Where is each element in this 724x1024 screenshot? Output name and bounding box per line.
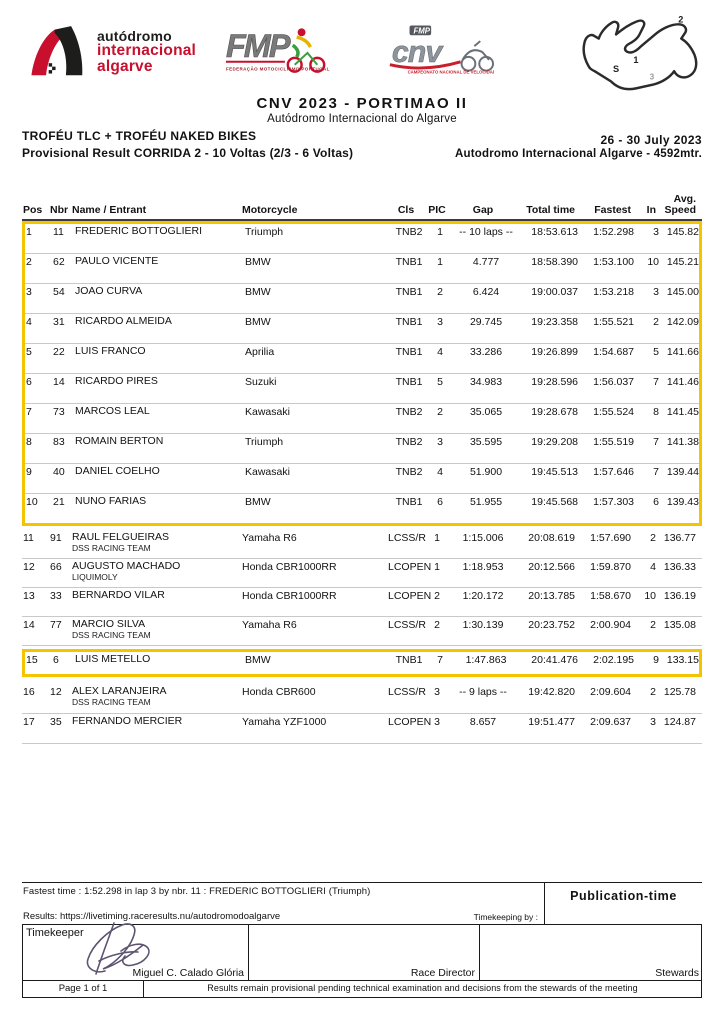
cell-fastest: 1:54.687 [593,346,634,358]
signature-boxes [22,924,702,981]
cell-fastest: 1:57.690 [590,532,631,544]
cell-cls: TNB2 [395,406,423,418]
footer-bottom-row [22,981,702,998]
cell-moto: Honda CBR1000RR [242,590,337,602]
col-header-avg-top: Avg. [673,193,696,205]
cell-lap: 7 [653,466,659,478]
stewards-box [479,925,703,980]
timekeeper-box [23,925,248,980]
cell-moto: BMW [245,286,271,298]
rider-name: NUNO FARIAS [75,495,147,507]
cell-pic: 5 [437,376,443,388]
rider-name: FREDERIC BOTTOGLIERI [75,225,202,237]
fmp-logo-icon [224,24,334,76]
cell-nbr: 22 [53,346,65,358]
cell-speed: 133.15 [666,654,699,666]
table-header-row [22,194,702,221]
page-title: CNV 2023 - PORTIMAO II [256,95,468,112]
cell-name [75,346,245,357]
cell-pos: 16 [23,686,35,698]
cell-lap: 3 [653,226,659,238]
cell-total: 19:29.208 [531,436,578,448]
cell-pos: 4 [26,316,32,328]
cell-name [72,532,242,553]
cell-fastest: 2:00.904 [590,619,631,631]
rider-name: FERNANDO MERCIER [72,715,183,727]
result-row-17 [22,714,702,744]
publication-time-label: Publication-time [544,883,702,924]
cell-total: 20:41.476 [531,654,578,666]
cnv-championship-logo [384,24,494,81]
cell-lap: 4 [650,561,656,573]
cell-moto: Yamaha YZF1000 [242,716,327,728]
aia-logo-text-3: algarve [97,58,153,75]
cell-total: 19:00.037 [531,286,578,298]
track-turn1-label: 1 [633,55,639,66]
fastest-time-line: Fastest time : 1:52.298 in lap 3 by nbr. 11 : FREDERIC BOTTOGLIERI (Triumph) [23,886,371,897]
cell-speed: 124.87 [663,716,696,728]
col-header-fastest: Fastest [594,204,631,216]
cell-moto: Yamaha R6 [242,532,297,544]
cell-gap: 8.657 [469,716,497,728]
cell-gap: 6.424 [472,286,500,298]
cell-gap: 33.286 [469,346,503,358]
track-start-label: S [613,64,620,75]
cell-name [72,590,242,601]
cell-lap: 6 [653,496,659,508]
cell-speed: 139.44 [666,466,699,478]
cell-pos: 8 [26,436,32,448]
cell-nbr: 12 [50,686,62,698]
cell-name [75,316,245,327]
cell-pic: 1 [437,226,443,238]
cell-pic: 4 [437,466,443,478]
cell-lap: 2 [650,532,656,544]
cell-pos: 13 [23,590,35,602]
cell-speed: 141.38 [666,436,699,448]
result-row-5 [25,343,699,373]
col-header-speed [658,194,702,216]
cnv-logo-subtext: CAMPEONATO NACIONAL DE VELOCIDADE [407,69,494,75]
entrant-name: DSS RACING TEAM [72,543,151,553]
cell-nbr: 40 [53,466,65,478]
rider-name: LUIS FRANCO [75,345,146,357]
cell-lap: 10 [644,590,656,602]
cell-nbr: 6 [53,654,59,666]
cell-speed: 145.21 [666,256,699,268]
cell-gap: 35.065 [469,406,503,418]
cell-pos: 12 [23,561,35,573]
cell-speed: 145.00 [666,286,699,298]
cell-cls: LCSS/R [388,532,426,544]
cell-pos: 5 [26,346,32,358]
cell-speed: 136.77 [663,532,696,544]
cell-name [75,256,245,267]
cell-name [72,561,242,582]
cell-total: 18:53.613 [531,226,578,238]
cell-name [75,496,245,507]
cell-fastest: 1:52.298 [593,226,634,238]
cell-nbr: 91 [50,532,62,544]
cell-cls: TNB1 [395,376,423,388]
cell-nbr: 31 [53,316,65,328]
cell-cls: LCOPEN [388,561,432,573]
cell-speed: 125.78 [663,686,696,698]
cell-total: 20:13.785 [528,590,575,602]
result-row-3 [25,283,699,313]
track-turn2-label: 2 [678,14,684,25]
cell-moto: Aprilia [245,346,275,358]
result-row-8 [25,433,699,463]
cell-lap: 10 [647,256,659,268]
col-header-moto: Motorcycle [242,204,298,216]
footer [22,882,702,998]
cell-total: 20:08.619 [528,532,575,544]
aia-logo-text-1: autódromo [97,28,172,44]
cell-name [75,226,245,237]
cell-lap: 3 [650,716,656,728]
cell-nbr: 77 [50,619,62,631]
cell-pos: 11 [23,532,34,544]
cell-cls: TNB2 [395,466,423,478]
rider-name: BERNARDO VILAR [72,589,165,601]
result-row-10 [25,493,699,523]
cell-pos: 14 [23,619,35,631]
cell-pic: 2 [437,406,443,418]
cell-pos: 9 [26,466,32,478]
cell-pic: 3 [437,316,443,328]
cell-gap: 29.745 [469,316,503,328]
cell-fastest: 1:57.646 [593,466,634,478]
cell-lap: 8 [653,406,659,418]
cell-nbr: 33 [50,590,62,602]
cell-name [72,686,242,707]
cell-pic: 6 [437,496,443,508]
cell-pos: 2 [26,256,32,268]
cell-speed: 136.33 [663,561,696,573]
cell-lap: 2 [650,686,656,698]
cell-fastest: 1:56.037 [593,376,634,388]
cnv-logo-icon [384,24,494,76]
cell-moto: Kawasaki [245,406,290,418]
result-row-7 [25,403,699,433]
cell-cls: LCSS/R [388,619,426,631]
result-row-2 [25,253,699,283]
cell-speed: 141.45 [666,406,699,418]
cell-nbr: 66 [50,561,62,573]
cell-cls: TNB1 [395,496,423,508]
entrant-name: DSS RACING TEAM [72,630,151,640]
cell-gap: 1:20.172 [462,590,504,602]
cell-total: 19:26.899 [531,346,578,358]
result-row-14 [22,617,702,646]
cell-gap: 51.955 [469,496,503,508]
cell-cls: TNB1 [395,256,423,268]
cell-gap: 1:47.863 [465,654,507,666]
cell-name [75,466,245,477]
cell-lap: 9 [653,654,659,666]
cell-moto: Honda CBR1000RR [242,561,337,573]
cell-moto: Triumph [245,226,284,238]
cell-cls: TNB1 [395,346,423,358]
cell-pic: 1 [434,561,440,573]
cell-pic: 1 [437,256,443,268]
cell-moto: Triumph [245,436,284,448]
cell-speed: 141.66 [666,346,699,358]
entrant-name: DSS RACING TEAM [72,697,151,707]
cell-pic: 2 [437,286,443,298]
rider-name: ALEX LARANJEIRA [72,685,167,697]
row-group [22,530,702,646]
cell-total: 19:42.820 [528,686,575,698]
col-header-pos: Pos [23,204,43,216]
rider-name: MARCOS LEAL [75,405,150,417]
cell-pic: 3 [434,686,440,698]
provisional-disclaimer: Results remain provisional pending technical examination and decisions from the stewards of the meeting [207,983,638,993]
cell-lap: 5 [653,346,659,358]
cell-pic: 7 [437,654,443,666]
col-header-lap: In [646,204,656,216]
cell-cls: TNB1 [395,286,423,298]
result-row-13 [22,588,702,617]
cell-pic: 1 [434,532,440,544]
rider-name: AUGUSTO MACHADO [72,560,181,572]
cell-pic: 4 [437,346,443,358]
cell-cls: TNB1 [395,316,423,328]
cell-moto: Yamaha R6 [242,619,297,631]
cell-moto: Kawasaki [245,466,290,478]
cell-pos: 6 [26,376,32,388]
result-row-1 [25,224,699,253]
row-group [22,684,702,744]
cell-name [75,436,245,447]
cell-total: 19:23.358 [531,316,578,328]
track-info: Autodromo Internacional Algarve - 4592mtr. [455,148,702,160]
col-header-nbr: Nbr [50,204,69,216]
result-row-12 [22,559,702,588]
cell-pos: 17 [23,716,35,728]
cell-fastest: 1:57.303 [593,496,634,508]
cell-nbr: 11 [53,226,64,238]
cell-pic: 2 [434,619,440,631]
cell-pic: 2 [434,590,440,602]
cell-nbr: 62 [53,256,65,268]
timekeeping-by-label: Timekeeping by : [473,912,538,922]
cell-gap: 1:30.139 [462,619,504,631]
col-header-avg-bottom: Speed [664,204,696,216]
cell-pos: 1 [26,226,32,238]
page-subtitle: Autódromo Internacional do Algarve [267,113,457,125]
cell-gap: 4.777 [472,256,500,268]
cell-pic: 3 [437,436,443,448]
cell-speed: 135.08 [663,619,696,631]
rider-name: PAULO VICENTE [75,255,159,267]
stewards-label: Stewards [655,967,699,979]
cell-pic: 3 [434,716,440,728]
cell-pos: 3 [26,286,32,298]
cell-cls: TNB1 [395,654,423,666]
cell-nbr: 14 [53,376,65,388]
result-title: Provisional Result CORRIDA 2 - 10 Voltas (2/3 - 6 Voltas) [22,146,354,160]
cell-fastest: 1:55.521 [593,316,634,328]
cell-nbr: 73 [53,406,65,418]
cell-cls: LCOPEN [388,716,432,728]
col-header-gap: Gap [472,204,494,216]
cell-lap: 3 [653,286,659,298]
cell-nbr: 83 [53,436,65,448]
rider-name: JOAO CURVA [75,285,143,297]
cell-fastest: 1:55.519 [593,436,634,448]
results-table [22,194,702,744]
race-director-box [248,925,479,980]
page-number: Page 1 of 1 [23,981,144,997]
cell-gap: 1:15.006 [462,532,504,544]
cell-name [75,286,245,297]
entrant-name: LIQUIMOLY [72,572,118,582]
cell-pos: 10 [26,496,38,508]
cell-fastest: 2:09.637 [590,716,631,728]
cell-lap: 7 [653,436,659,448]
rider-name: RAUL FELGUEIRAS [72,531,170,543]
cell-fastest: 1:59.870 [590,561,631,573]
results-link[interactable]: Results: https://livetiming.raceresults.nu/autodromodoalgarve [23,911,281,922]
rider-name: RICARDO ALMEIDA [75,315,172,327]
rider-name: LUIS METELLO [75,653,151,665]
cell-total: 20:12.566 [528,561,575,573]
cell-nbr: 54 [53,286,65,298]
cnv-logo-badge-text: FMP [413,26,431,36]
rider-name: ROMAIN BERTON [75,435,164,447]
col-header-cls: Cls [397,204,415,216]
cell-gap: 35.595 [469,436,503,448]
cell-cls: TNB2 [395,226,423,238]
cell-fastest: 1:53.218 [593,286,634,298]
cell-speed: 139.43 [666,496,699,508]
event-dates: 26 - 30 July 2023 [600,133,702,147]
autodromo-algarve-logo [28,22,196,82]
cell-total: 19:28.678 [531,406,578,418]
cell-total: 19:45.513 [531,466,578,478]
cell-fastest: 2:09.604 [590,686,631,698]
table-body [22,221,702,744]
result-row-9 [25,463,699,493]
cell-total: 18:58.390 [531,256,578,268]
cell-moto: Suzuki [245,376,277,388]
cell-name [72,619,242,640]
cell-gap: 34.983 [469,376,503,388]
highlighted-row-group [22,221,702,526]
fmp-logo-subtext: FEDERAÇÃO MOTOCICLISMO PORTUGAL [225,66,330,72]
cell-name [75,376,245,387]
event-name: TROFÉU TLC + TROFÉU NAKED BIKES [22,129,257,143]
result-row-11 [22,530,702,559]
aia-logo-text-2: internacional [97,42,197,59]
cell-moto: BMW [245,496,271,508]
cell-gap: 51.900 [469,466,503,478]
cell-cls: LCSS/R [388,686,426,698]
cell-pos: 7 [26,406,32,418]
col-header-name: Name / Entrant [72,204,147,216]
cell-speed: 136.19 [663,590,696,602]
cnv-logo-text: cnv [391,34,442,69]
rider-name: DANIEL COELHO [75,465,160,477]
cell-moto: BMW [245,256,271,268]
race-director-label: Race Director [410,967,475,979]
cell-pos: 15 [26,654,38,666]
cell-name [72,716,242,727]
cell-fastest: 1:58.670 [590,590,631,602]
track-turn3-label: 3 [649,72,655,82]
cell-total: 19:45.568 [531,496,578,508]
cell-speed: 142.09 [666,316,699,328]
cell-lap: 7 [653,376,659,388]
cell-total: 19:28.596 [531,376,578,388]
result-row-4 [25,313,699,343]
rider-name: MARCIO SILVA [72,618,146,630]
rider-name: RICARDO PIRES [75,375,158,387]
highlighted-row-group [22,649,702,677]
cell-moto: BMW [245,316,271,328]
cell-speed: 145.82 [666,226,699,238]
cell-cls: TNB2 [395,436,423,448]
cell-total: 19:51.477 [528,716,575,728]
cell-gap: 1:18.953 [462,561,504,573]
result-row-15 [25,652,699,674]
cell-moto: BMW [245,654,271,666]
cell-moto: Honda CBR600 [242,686,316,698]
timekeeper-label: Timekeeper [26,927,84,939]
cell-nbr: 35 [50,716,62,728]
cell-speed: 141.46 [666,376,699,388]
timekeeper-name: Miguel C. Calado Glória [132,967,244,979]
autodromo-algarve-logo-icon [28,22,90,82]
footer-summary-row [22,882,702,924]
cell-lap: 2 [650,619,656,631]
col-header-total: Total time [526,204,575,216]
cell-gap: -- 9 laps -- [459,686,507,698]
fmp-federation-logo [224,24,334,81]
cell-gap: -- 10 laps -- [459,226,513,238]
cell-fastest: 1:55.524 [593,406,634,418]
cell-nbr: 21 [53,496,65,508]
cell-fastest: 1:53.100 [593,256,634,268]
cell-total: 20:23.752 [528,619,575,631]
cell-name [75,654,245,665]
col-header-pic: PIC [428,204,446,216]
cell-cls: LCOPEN [388,590,432,602]
cell-lap: 2 [653,316,659,328]
result-row-6 [25,373,699,403]
cell-name [75,406,245,417]
fmp-logo-text: FMP [225,27,289,64]
result-row-16 [22,684,702,714]
cell-fastest: 2:02.195 [593,654,634,666]
